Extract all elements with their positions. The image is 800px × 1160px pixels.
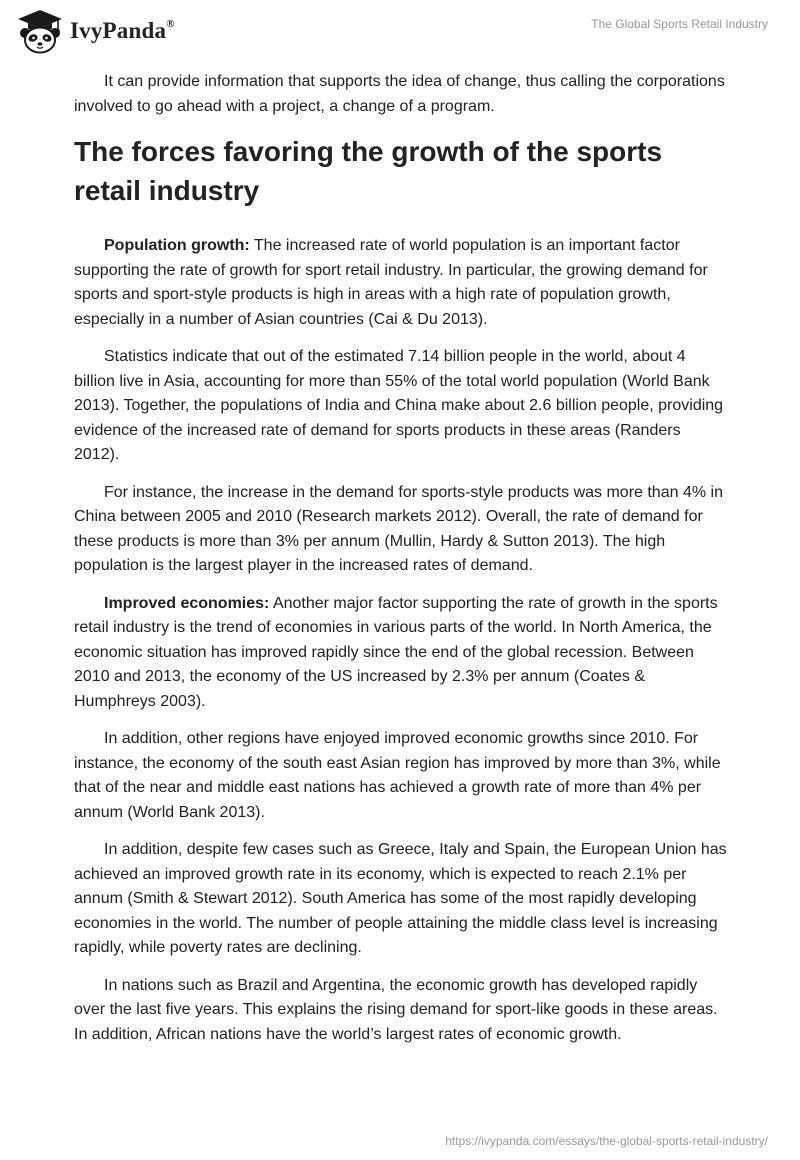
paragraph: Statistics indicate that out of the estimated 7.14 billion people in the world, about 4 billion live in Asia, accounting for more than 55% of the total world population (World Bank 2013). Together, the populations of India and China make about 2.6 billion people, providing evidence of the increased rate of demand for sports products in these areas (Randers 2012). — [74, 348, 724, 463]
source-url-link[interactable]: https://ivypanda.com/essays/the-global-sports-retail-industry/ — [445, 1134, 768, 1148]
paragraph-improved-economies: Improved economies: Another major factor supporting the rate of growth in the sports retail industry is the trend of economies in various parts of the world. In North America, the economic situation has improved rapidly since the end of the global recession. Between 2010 and 2013, the economy of the US increased by 2.3% per annum (Coates & Humphreys 2003). — [74, 594, 718, 710]
essay-content — [74, 70, 730, 1060]
intro-paragraph: It can provide information that supports the idea of change, thus calling the corporations involved to go ahead with a project, a change of a program. — [74, 73, 725, 115]
panda-graduate-logo-icon — [16, 8, 64, 54]
brand-name: IvyPanda® — [70, 18, 175, 43]
paragraph: For instance, the increase in the demand for sports-style products was more than 4% in China between 2005 and 2010 (Research markets 2012). Overall, the rate of demand for these products is more than 3% per annum (Mullin, Hardy & Sutton 2013). The high population is the largest player in the increased rates of demand. — [74, 483, 723, 574]
paragraph-lead: Improved economies: — [104, 594, 270, 612]
paragraph: In addition, despite few cases such as Greece, Italy and Spain, the European Union has achieved an improved growth rate in its economy, which is expected to reach 2.1% per annum (Smith & Stewart 2012). South America has some of the most rapidly developing economies in the world. The number of people attaining the middle class level is increasing rapidly, while poverty rates are declining. — [74, 841, 727, 956]
document-title: The Global Sports Retail Industry — [591, 17, 768, 31]
brand-logo[interactable] — [16, 8, 175, 54]
section-heading: The forces favoring the growth of the sports retail industry — [74, 136, 663, 206]
paragraph: In nations such as Brazil and Argentina, the economic growth has developed rapidly over the last five years. This explains the rising demand for sport-like goods in these areas. In addition, African nations have the world’s largest rates of economic growth. — [74, 976, 718, 1043]
paragraph-population-growth: Population growth: The increased rate of world population is an important factor supporting the rate of growth for sport retail industry. In particular, the growing demand for sports and sport-style products is high in areas with a high rate of population growth, especially in a number of Asian countries (Cai & Du 2013). — [74, 237, 708, 328]
paragraph: In addition, other regions have enjoyed improved economic growths since 2010. For instance, the economy of the south east Asian region has improved by more than 3%, while that of the near and middle east nations has achieved a growth rate of more than 4% per annum (World Bank 2013). — [74, 730, 721, 821]
registered-mark: ® — [166, 18, 175, 31]
paragraph-lead: Population growth: — [104, 237, 250, 254]
